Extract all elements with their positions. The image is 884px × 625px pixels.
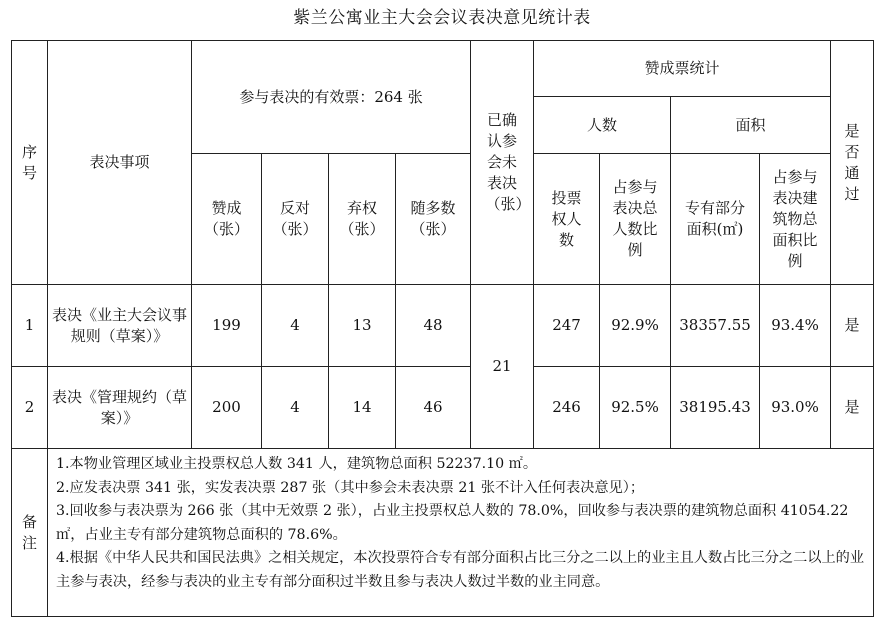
header-approve: 赞成 （张） <box>192 154 262 285</box>
row-1-seq: 1 <box>12 285 48 367</box>
notes-content <box>48 449 874 617</box>
row-2-passed: 是 <box>831 367 874 449</box>
header-voting-persons: 投票权人数 <box>534 154 600 285</box>
row-2-item: 表决《管理规约（草案）》 <box>48 367 192 449</box>
header-follow-majority: 随多数 （张） <box>396 154 471 285</box>
note-3: 3.回收参与表决票为 266 张（其中无效票 2 张），占业主投票权总人数的 78.0%，回收参与表决票的建筑物总面积 41054.22 ㎡，占业主专有部分建筑物总面积的 78.6%。 <box>56 503 849 543</box>
row-2-area-ratio: 93.0% <box>760 367 831 449</box>
row-1-passed: 是 <box>831 285 874 367</box>
row-1-area-ratio: 93.4% <box>760 285 831 367</box>
row-1-exclusive-area: 38357.55 <box>671 285 760 367</box>
row-2-exclusive-area: 38195.43 <box>671 367 760 449</box>
row-2-persons-ratio: 92.5% <box>600 367 671 449</box>
header-oppose: 反对 （张） <box>262 154 329 285</box>
header-not-participating: 已确认参会未表决（张） <box>471 41 534 285</box>
header-persons: 人数 <box>534 97 671 154</box>
row-1-persons-ratio: 92.9% <box>600 285 671 367</box>
header-seq: 序号 <box>12 41 48 285</box>
not-participating-value: 21 <box>471 285 534 449</box>
note-4: 4.根据《中华人民共和国民法典》之相关规定，本次投票符合专有部分面积占比三分之二以上的业主且人数占比三分之二以上的业主参与表决，经参与表决的业主专有部分面积过半数且参与表决人数过半数的业主同意。 <box>56 550 865 590</box>
row-1-approve: 199 <box>192 285 262 367</box>
row-2-abstain: 14 <box>329 367 396 449</box>
row-1-follow-majority: 48 <box>396 285 471 367</box>
header-valid-votes: 参与表决的有效票：264 张 <box>192 41 471 154</box>
row-1-item: 表决《业主大会议事规则（草案）》 <box>48 285 192 367</box>
header-area-ratio: 占参与表决建筑物总面积比例 <box>760 154 831 285</box>
note-2: 2.应发表决票 341 张，实发表决票 287 张（其中参会未表决票 21 张不计入任何表决意见）； <box>56 479 645 496</box>
row-2-voting-persons: 246 <box>534 367 600 449</box>
header-item: 表决事项 <box>48 41 192 285</box>
row-1-oppose: 4 <box>262 285 329 367</box>
header-abstain: 弃权 （张） <box>329 154 396 285</box>
header-exclusive-area: 专有部分面积(㎡) <box>671 154 760 285</box>
table-row <box>12 285 874 367</box>
row-1-abstain: 13 <box>329 285 396 367</box>
note-1: 1.本物业管理区域业主投票权总人数 341 人，建筑物总面积 52237.10 ㎡。 <box>56 456 538 472</box>
header-area: 面积 <box>671 97 831 154</box>
table-title: 紫兰公寓业主大会会议表决意见统计表 <box>293 8 591 28</box>
row-2-oppose: 4 <box>262 367 329 449</box>
vote-statistics-table <box>11 40 874 617</box>
row-2-follow-majority: 46 <box>396 367 471 449</box>
row-1-voting-persons: 247 <box>534 285 600 367</box>
header-persons-ratio: 占参与表决总人数比例 <box>600 154 671 285</box>
row-2-seq: 2 <box>12 367 48 449</box>
notes-label: 备注 <box>12 449 48 617</box>
header-approve-stats: 赞成票统计 <box>534 41 831 97</box>
row-2-approve: 200 <box>192 367 262 449</box>
table-row <box>12 367 874 449</box>
header-passed: 是否通过 <box>831 41 874 285</box>
